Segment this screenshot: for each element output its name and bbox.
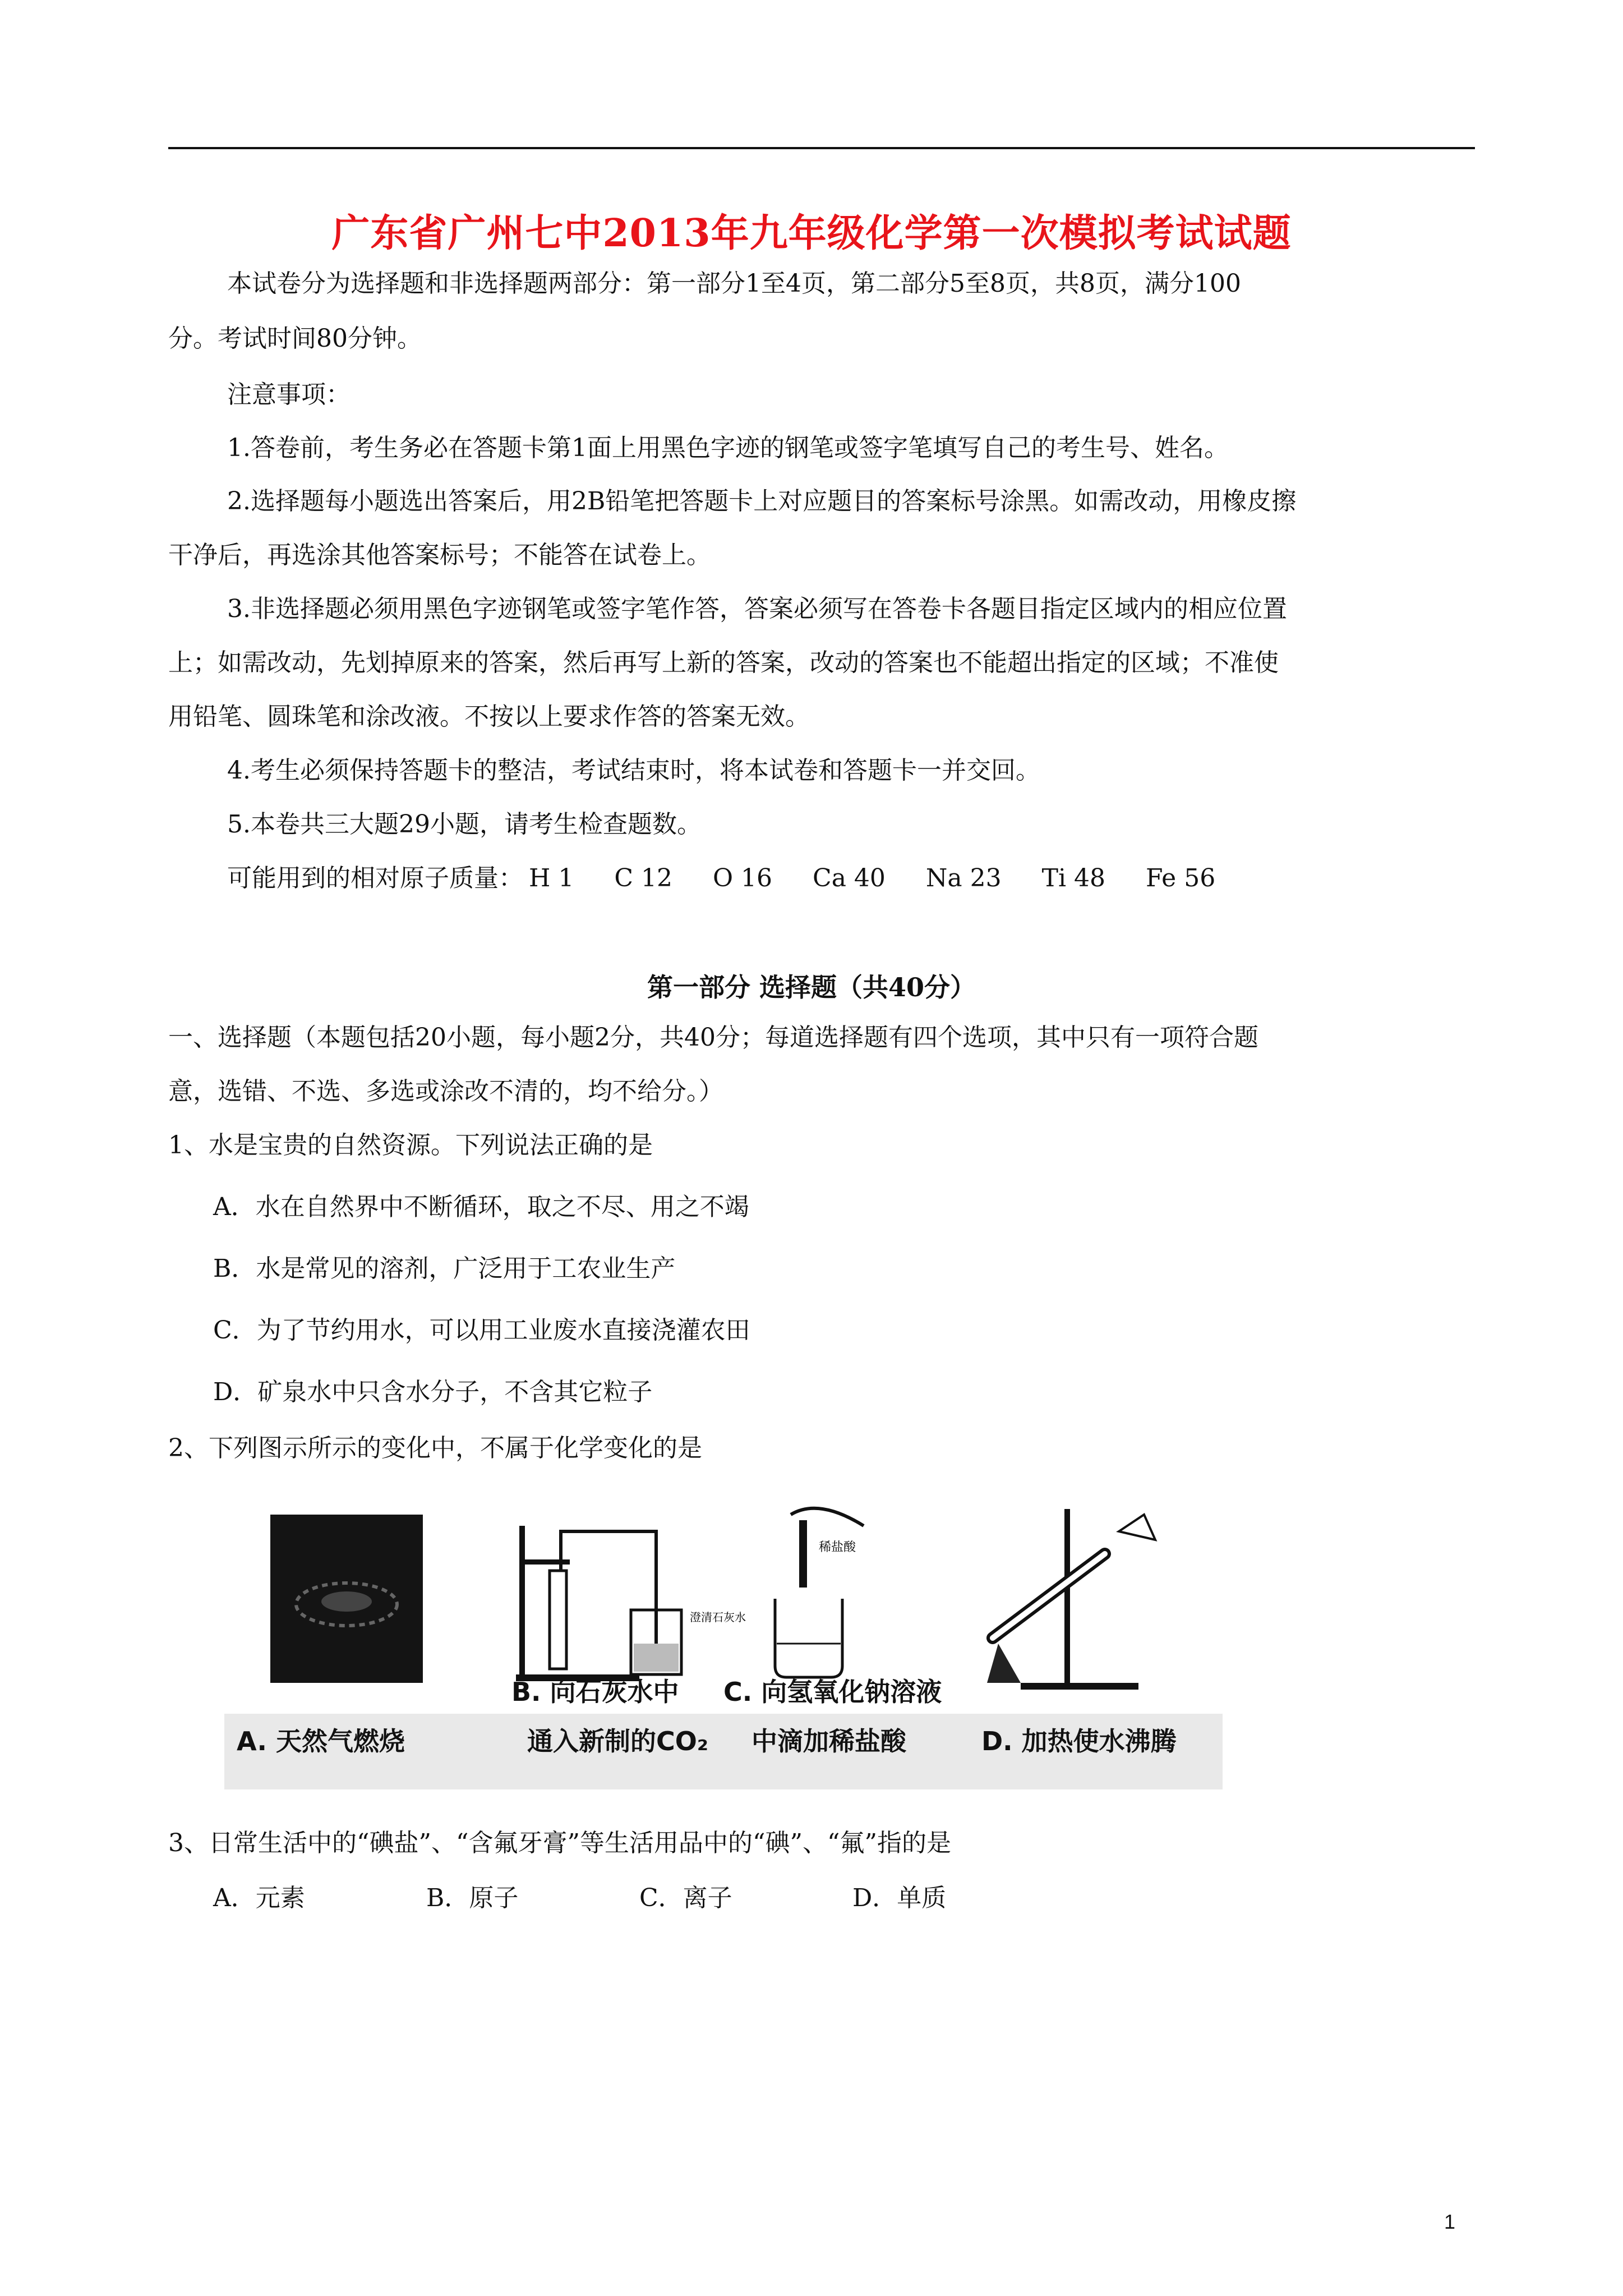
section-instruction: 意，选错、不选、多选或涂改不清的，均不给分。） xyxy=(168,1077,723,1106)
notice-item: 上；如需改动，先划掉原来的答案，然后再写上新的答案，改动的答案也不能超出指定的区域；不准使 xyxy=(168,648,1279,677)
question-stem: 3、日常生活中的“碘盐”、“含氟牙膏”等生活用品中的“碘”、“氟”指的是 xyxy=(168,1829,951,1857)
atomic-mass: Fe 56 xyxy=(1146,864,1216,892)
atomic-mass: C 12 xyxy=(614,864,672,892)
question-option: B．原子 xyxy=(426,1884,519,1912)
question-options xyxy=(213,1883,1520,1914)
section-instruction: 一、选择题（本题包括20小题，每小题2分，共40分；每道选择题有四个选项，其中只有一项符合题 xyxy=(168,1023,1258,1052)
notice-item: 1.答卷前，考生务必在答题卡第1面上用黑色字迹的钢笔或签字笔填写自己的考生号、姓名。 xyxy=(227,434,1229,462)
atomic-mass: Ca 40 xyxy=(813,864,886,892)
atomic-mass: Ti 48 xyxy=(1041,864,1106,892)
question-option: B．水是常见的溶剂，广泛用于工农业生产 xyxy=(213,1254,676,1283)
question-option: C．离子 xyxy=(639,1884,732,1912)
atomic-mass: H 1 xyxy=(529,864,574,892)
question-option: D．矿泉水中只含水分子，不含其它粒子 xyxy=(213,1378,653,1406)
figure-label-b-cont: 通入新制的CO₂ xyxy=(527,1726,709,1756)
notice-item: 3.非选择题必须用黑色字迹钢笔或签字笔作答，答案必须写在答卷卡各题目指定区域内的相应位置 xyxy=(227,595,1287,623)
section-heading: 第一部分 选择题（共40分） xyxy=(647,972,976,1002)
question-option: D．单质 xyxy=(852,1884,947,1912)
atomic-masses-label: 可能用到的相对原子质量： xyxy=(227,864,523,892)
header-rule xyxy=(168,147,1475,149)
question-option: C．为了节约用水，可以用工业废水直接浇灌农田 xyxy=(213,1316,750,1345)
lime-water-label: 澄清石灰水 xyxy=(690,1611,746,1624)
figure-label-a: A. 天然气燃烧 xyxy=(237,1726,405,1756)
question-stem: 2、下列图示所示的变化中，不属于化学变化的是 xyxy=(168,1434,702,1462)
notice-item: 4.考生必须保持答题卡的整洁，考试结束时，将本试卷和答题卡一并交回。 xyxy=(227,756,1040,785)
notice-item: 5.本卷共三大题29小题，请考生检查题数。 xyxy=(227,810,702,839)
notice-item: 2.选择题每小题选出答案后，用2B铅笔把答题卡上对应题目的答案标号涂黑。如需改动，用橡皮擦 xyxy=(227,487,1297,516)
atomic-masses xyxy=(227,863,1534,894)
experiment-figure xyxy=(224,1487,1223,1789)
figure-label-c-cont: 中滴加稀盐酸 xyxy=(751,1726,906,1756)
intro-line: 本试卷分为选择题和非选择题两部分：第一部分1至4页，第二部分5至8页，共8页，满分100 xyxy=(227,269,1241,298)
question-stem: 1、水是宝贵的自然资源。下列说法正确的是 xyxy=(168,1131,653,1159)
notice-item: 干净后，再选涂其他答案标号；不能答在试卷上。 xyxy=(168,541,711,569)
notice-item: 用铅笔、圆珠笔和涂改液。不按以上要求作答的答案无效。 xyxy=(168,702,810,731)
notice-heading: 注意事项： xyxy=(227,380,351,409)
question-option: A．元素 xyxy=(213,1884,305,1912)
page-title: 广东省广州七中2013年九年级化学第一次模拟考试试题 xyxy=(331,211,1292,256)
question-option: A．水在自然界中不断循环，取之不尽、用之不竭 xyxy=(213,1193,749,1221)
atomic-mass: Na 23 xyxy=(925,864,1002,892)
figure-label-d: D. 加热使水沸腾 xyxy=(981,1726,1177,1756)
intro-line: 分。考试时间80分钟。 xyxy=(168,324,422,353)
hcl-label: 稀盐酸 xyxy=(819,1540,856,1554)
page-number: 1 xyxy=(1444,2210,1456,2233)
figure-label-c: C. 向氢氧化钠溶液 xyxy=(723,1677,942,1707)
figure-label-b: B. 向石灰水中 xyxy=(511,1677,679,1707)
atomic-mass: O 16 xyxy=(713,864,773,892)
